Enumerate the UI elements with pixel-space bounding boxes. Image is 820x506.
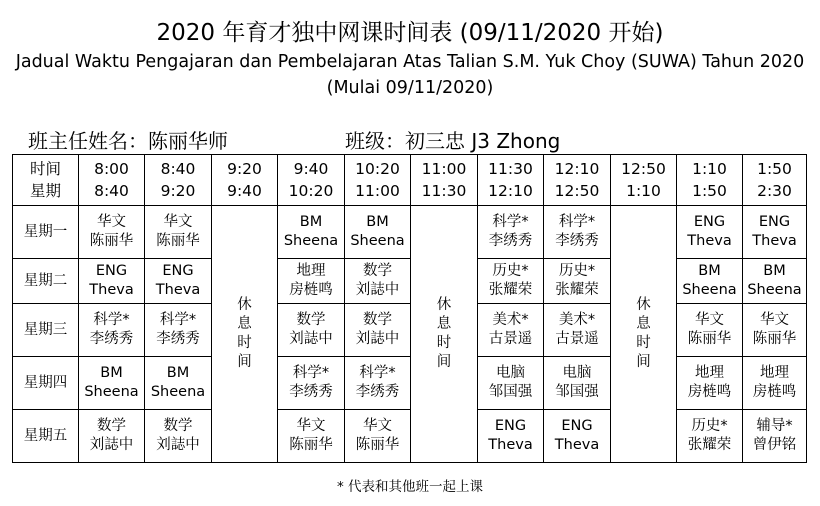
class-label: 班级： (345, 129, 405, 153)
class-teacher-name: 陈丽华师 (148, 129, 228, 153)
class-teacher-label: 班主任姓名： (28, 129, 148, 153)
break-char: 时 (237, 335, 252, 351)
break-char: 休 (436, 297, 452, 313)
teacher-name: 邹国强 (555, 384, 599, 400)
subject: 科学* (292, 365, 330, 381)
subject: 华文 (97, 214, 126, 230)
corner-day-label: 星期 (29, 182, 61, 200)
teacher-name: 古景遥 (488, 331, 533, 347)
lesson-cell (743, 357, 807, 410)
header-row (13, 155, 807, 206)
subject: 数学 (363, 263, 392, 279)
subject: 历史* (492, 263, 529, 279)
lesson-cell (478, 304, 544, 357)
period-header (544, 155, 611, 206)
period-end: 1:10 (626, 182, 661, 200)
lesson-cell (345, 304, 411, 357)
teacher-name: 陈丽华 (289, 437, 333, 453)
lesson-cell (677, 410, 743, 463)
timetable (12, 154, 807, 463)
period-start: 9:40 (293, 160, 329, 178)
period-start: 10:20 (355, 160, 400, 178)
corner-cell (13, 155, 79, 206)
period-end: 10:20 (288, 182, 334, 200)
break-char: 休 (636, 297, 651, 313)
period-end: 2:30 (757, 182, 792, 200)
period-end: 1:50 (692, 182, 727, 200)
footnote: * 代表和其他班一起上课 (336, 479, 484, 495)
teacher-name: 李绣秀 (355, 384, 400, 400)
teacher-name: Theva (488, 437, 533, 453)
lesson-cell (278, 206, 345, 259)
subject: 数学 (97, 418, 126, 434)
lesson-cell (79, 357, 145, 410)
teacher-name: 张耀荣 (488, 282, 533, 298)
break-char: 间 (436, 354, 452, 370)
lesson-cell (145, 357, 212, 410)
corner-time-label: 时间 (29, 160, 61, 178)
lesson-cell (544, 304, 611, 357)
teacher-name: 李绣秀 (289, 384, 333, 400)
break-char: 间 (237, 354, 252, 370)
lesson-cell (278, 410, 345, 463)
period-start: 11:30 (488, 160, 533, 178)
break-cell (212, 206, 278, 463)
teacher-name: Sheena (682, 282, 737, 298)
teacher-name: 房梿鸣 (752, 384, 797, 400)
teacher-name: 李绣秀 (156, 331, 200, 347)
day-row (13, 206, 807, 259)
lesson-cell (743, 304, 807, 357)
subject: 华文 (296, 418, 326, 434)
teacher-name: Sheena (84, 384, 139, 400)
teacher-name: 刘誌中 (289, 331, 333, 347)
lesson-cell (677, 259, 743, 304)
subject: 数学 (163, 418, 193, 434)
subject: 电脑 (496, 365, 525, 381)
period-end: 8:40 (94, 182, 129, 200)
teacher-name: 张耀荣 (687, 437, 732, 453)
lesson-cell (345, 357, 411, 410)
period-end: 11:30 (421, 182, 467, 200)
title-malay: Jadual Waktu Pengajaran dan Pembelajaran Atas Talian S.M. Yuk Choy (SUWA) Tahun 2020 (15, 52, 805, 72)
lesson-cell (145, 259, 212, 304)
period-header (411, 155, 478, 206)
lesson-cell (145, 206, 212, 259)
break-char: 间 (636, 354, 651, 370)
subject: BM (763, 263, 786, 279)
lesson-cell (478, 259, 544, 304)
break-char: 息 (237, 316, 252, 332)
teacher-name: 房梿鸣 (289, 282, 333, 298)
break-char: 休 (237, 297, 252, 313)
subject: ENG (95, 263, 128, 279)
subject: 地理 (695, 365, 724, 381)
period-start: 12:50 (621, 160, 666, 178)
break-cell (611, 206, 677, 463)
subject: 科学* (93, 312, 130, 328)
break-char: 息 (636, 316, 651, 332)
teacher-name: 曾伊铭 (752, 437, 797, 453)
teacher-name: 刘誌中 (156, 437, 200, 453)
subject: 华文 (363, 418, 392, 434)
break-char: 时 (436, 335, 452, 351)
lesson-cell (544, 206, 611, 259)
teacher-name: Sheena (283, 233, 339, 249)
title-chinese: 2020 年育才独中网课时间表 (09/11/2020 开始) (156, 20, 664, 46)
period-start: 9:20 (227, 160, 262, 178)
subject: 科学* (159, 312, 197, 328)
lesson-cell (145, 410, 212, 463)
period-end: 9:20 (160, 182, 196, 200)
lesson-cell (478, 206, 544, 259)
period-header (278, 155, 345, 206)
lesson-cell (278, 304, 345, 357)
teacher-name: 陈丽华 (752, 331, 797, 347)
day-label: 星期四 (13, 357, 79, 410)
teacher-name: 李绣秀 (555, 233, 599, 249)
lesson-cell (677, 206, 743, 259)
subject: 华文 (760, 312, 789, 328)
lesson-cell (345, 259, 411, 304)
lesson-cell (79, 206, 145, 259)
day-label: 星期三 (13, 304, 79, 357)
lesson-cell (345, 206, 411, 259)
subject: 数学 (363, 312, 392, 328)
teacher-name: Theva (752, 233, 797, 249)
period-start: 11:00 (421, 160, 467, 178)
lesson-cell (544, 357, 611, 410)
lesson-cell (544, 259, 611, 304)
lesson-cell (145, 304, 212, 357)
period-start: 12:10 (554, 160, 600, 178)
period-header (478, 155, 544, 206)
day-label: 星期二 (13, 259, 79, 304)
teacher-name: 刘誌中 (355, 282, 400, 298)
title-start-date: (Mulai 09/11/2020) (326, 78, 494, 98)
teacher-name: 邹国强 (488, 384, 533, 400)
teacher-name: Sheena (350, 233, 405, 249)
period-start: 8:00 (94, 160, 129, 178)
subject: 科学* (492, 214, 529, 230)
teacher-name: 古景遥 (555, 331, 599, 347)
lesson-cell (677, 357, 743, 410)
subject: 美术* (558, 312, 596, 328)
day-label: 星期一 (13, 206, 79, 259)
teacher-name: Theva (554, 437, 600, 453)
period-start: 1:10 (692, 160, 727, 178)
lesson-cell (79, 410, 145, 463)
subject: 华文 (695, 312, 724, 328)
day-row (13, 304, 807, 357)
lesson-cell (743, 259, 807, 304)
teacher-name: Sheena (150, 384, 206, 400)
teacher-name: 李绣秀 (488, 233, 533, 249)
subject: BM (366, 214, 389, 230)
period-start: 8:40 (160, 160, 196, 178)
lesson-cell (278, 259, 345, 304)
lesson-cell (478, 410, 544, 463)
teacher-name: 张耀荣 (555, 282, 599, 298)
period-header (677, 155, 743, 206)
class-info (345, 125, 560, 154)
subject: ENG (494, 418, 527, 434)
subject: ENG (693, 214, 726, 230)
period-header (79, 155, 145, 206)
subject: 地理 (760, 365, 789, 381)
period-end: 12:10 (488, 182, 533, 200)
subject: ENG (758, 214, 791, 230)
lesson-cell (743, 206, 807, 259)
subject: BM (100, 365, 123, 381)
teacher-name: 刘誌中 (355, 331, 400, 347)
day-row (13, 410, 807, 463)
lesson-cell (79, 259, 145, 304)
class-name: 初三忠 J3 Zhong (405, 129, 561, 153)
subject: 辅导* (756, 418, 793, 434)
subject: 科学* (558, 214, 596, 230)
break-char: 时 (636, 335, 651, 351)
subject: ENG (561, 418, 593, 434)
teacher-name: Sheena (747, 282, 802, 298)
subject: 华文 (163, 214, 193, 230)
teacher-name: 房梿鸣 (687, 384, 732, 400)
day-row (13, 357, 807, 410)
class-teacher (28, 125, 228, 154)
lesson-cell (478, 357, 544, 410)
period-header (212, 155, 278, 206)
subject: BM (698, 263, 721, 279)
subject: 历史* (691, 418, 728, 434)
subject: 历史* (558, 263, 596, 279)
teacher-name: Theva (89, 282, 134, 298)
subject: BM (299, 214, 323, 230)
subject: 科学* (359, 365, 396, 381)
period-end: 12:50 (554, 182, 600, 200)
teacher-name: 陈丽华 (89, 233, 134, 249)
teacher-name: 陈丽华 (355, 437, 400, 453)
break-char: 息 (436, 316, 452, 332)
lesson-cell (544, 410, 611, 463)
teacher-name: 陈丽华 (156, 233, 200, 249)
teacher-name: 刘誌中 (89, 437, 134, 453)
break-cell (411, 206, 478, 463)
teacher-name: 李绣秀 (89, 331, 134, 347)
period-end: 11:00 (355, 182, 400, 200)
lesson-cell (345, 410, 411, 463)
subject: 电脑 (562, 365, 592, 381)
day-label: 星期五 (13, 410, 79, 463)
lesson-cell (677, 304, 743, 357)
subject: BM (166, 365, 190, 381)
lesson-cell (79, 304, 145, 357)
subject: 地理 (296, 263, 326, 279)
period-start: 1:50 (757, 160, 792, 178)
subject: 美术* (492, 312, 529, 328)
lesson-cell (743, 410, 807, 463)
period-end: 9:40 (227, 182, 262, 200)
teacher-name: Theva (155, 282, 201, 298)
teacher-name: Theva (687, 233, 732, 249)
period-header (145, 155, 212, 206)
period-header (345, 155, 411, 206)
period-header (743, 155, 807, 206)
teacher-name: 陈丽华 (687, 331, 732, 347)
period-header (611, 155, 677, 206)
day-row (13, 259, 807, 304)
subject: 数学 (296, 312, 326, 328)
lesson-cell (278, 357, 345, 410)
subject: ENG (162, 263, 194, 279)
